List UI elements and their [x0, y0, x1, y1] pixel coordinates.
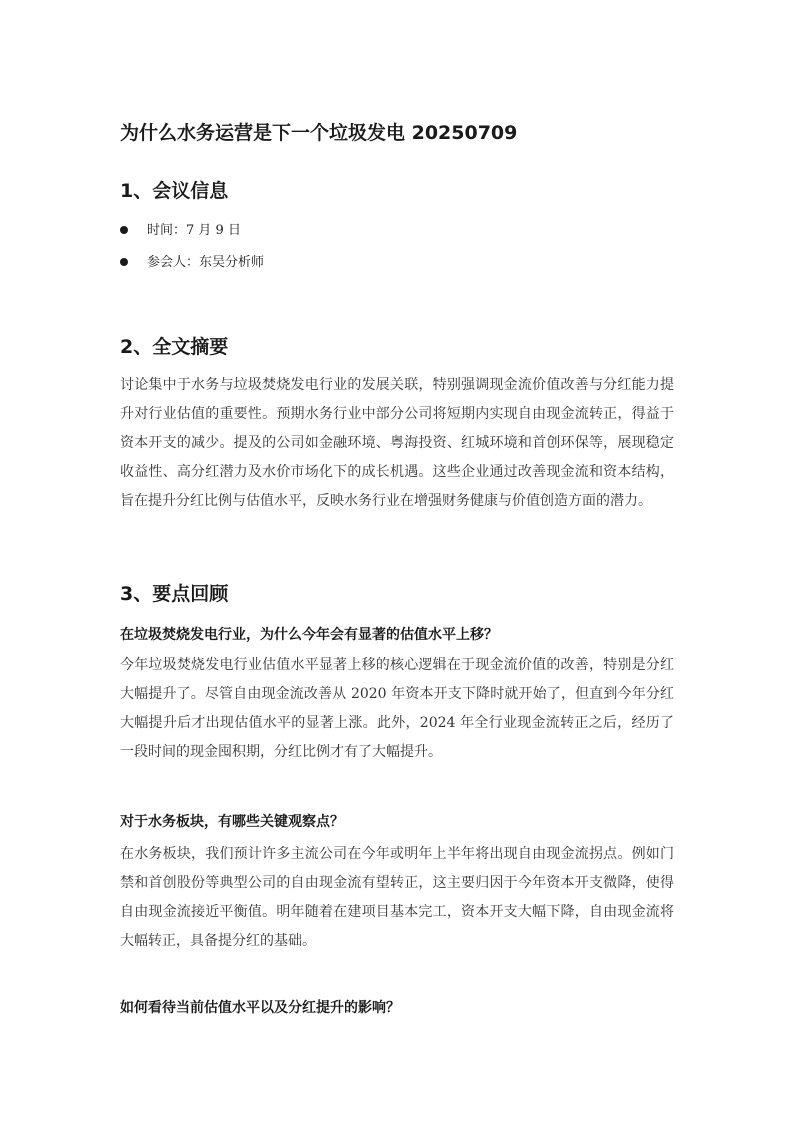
bullet-dot-icon [120, 258, 128, 266]
meeting-info-list [120, 218, 680, 282]
answer-2: 在水务板块，我们预计许多主流公司在今年或明年上半年将出现自由现金流拐点。例如门禁和首创股份等典型公司的自由现金流有望转正，这主要归因于今年资本开支微降，使得自由现金流接近平衡值。明年随着在建项目基本完工，资本开支大幅下降，自由现金流将大幅转正，具备提分红的基础。 [120, 846, 674, 949]
section-heading-key-points: 3、要点回顾 [120, 583, 229, 605]
bullet-dot-icon [120, 226, 128, 234]
document-title: 为什么水务运营是下一个垃圾发电 20250709 [120, 122, 518, 144]
meeting-attendees: 参会人：东吴分析师 [147, 255, 265, 270]
question-3: 如何看待当前估值水平以及分红提升的影响？ [120, 1000, 400, 1016]
answer-1: 今年垃圾焚烧发电行业估值水平显著上移的核心逻辑在于现金流价值的改善，特别是分红大幅提升了。尽管自由现金流改善从 2020 年资本开支下降时就开始了，但直到今年分红大幅提升后才出现估值水平的显著上涨。此外，2024 年全行业现金流转正之后，经历了一段时间的现金囤积期，分红比例才有了大幅提升。 [120, 657, 674, 760]
list-item [120, 250, 680, 282]
list-item [120, 218, 680, 250]
section-heading-meeting-info: 1、会议信息 [120, 180, 229, 202]
summary-paragraph: 讨论集中于水务与垃圾焚烧发电行业的发展关联，特别强调现金流价值改善与分红能力提升对行业估值的重要性。预期水务行业中部分公司将短期内实现自由现金流转正，得益于资本开支的减少。提及的公司如金融环境、粤海投资、红城环境和首创环保等，展现稳定收益性、高分红潜力及水价市场化下的成长机遇。这些企业通过改善现金流和资本结构，旨在提升分红比例与估值水平，反映水务行业在增强财务健康与价值创造方面的潜力。 [120, 377, 674, 509]
meeting-time: 时间：7 月 9 日 [147, 223, 241, 238]
question-1: 在垃圾焚烧发电行业，为什么今年会有显著的估值水平上移？ [120, 627, 498, 643]
question-2: 对于水务板块，有哪些关键观察点？ [120, 814, 344, 830]
section-heading-summary: 2、全文摘要 [120, 336, 229, 358]
